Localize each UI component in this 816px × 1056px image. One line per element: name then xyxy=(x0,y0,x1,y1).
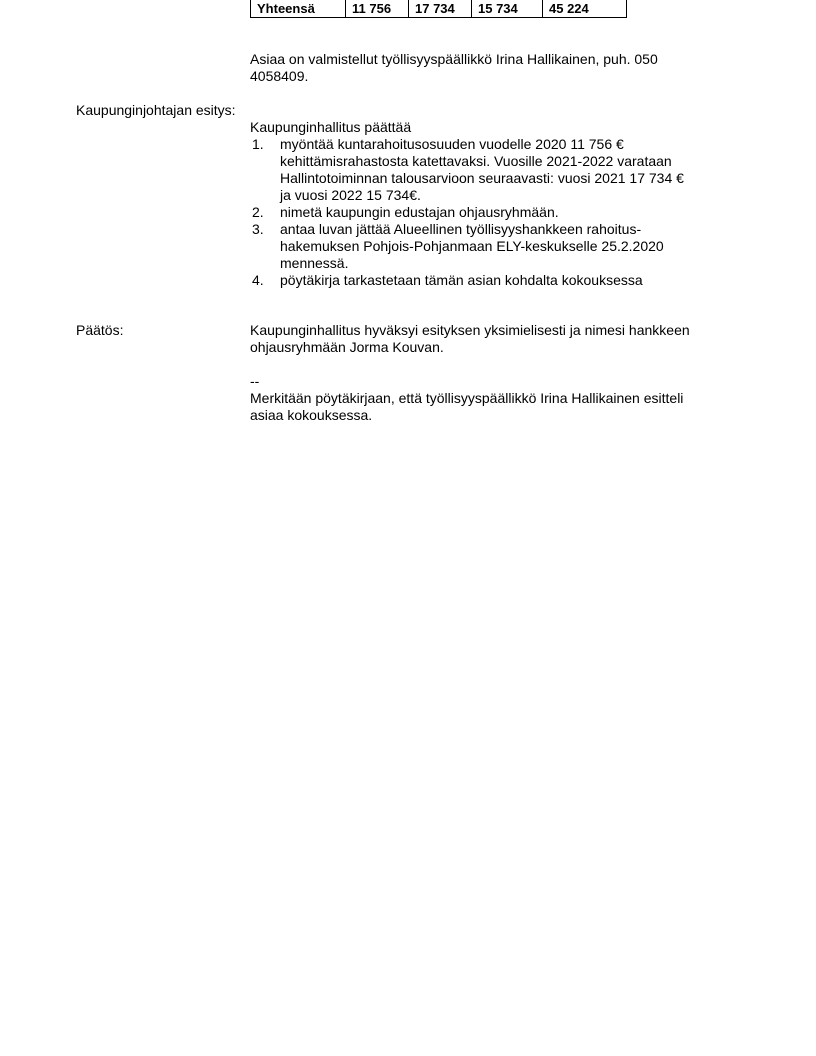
proposal-list xyxy=(250,136,720,289)
proposal-label: Kaupunginjohtajan esitys: xyxy=(76,102,236,118)
list-item-text: antaa luvan jättää Alueellinen työllisyyshankkeen rahoitus-hakemuksen Pohjois-Pohjanmaan ELY-keskukselle 25.2.2020 mennessä. xyxy=(280,221,664,271)
list-item-text: pöytäkirja tarkastetaan tämän asian kohdalta kokouksessa xyxy=(280,272,643,288)
totals-value-cell: 15 734 xyxy=(472,0,543,18)
list-item-number: 1. xyxy=(252,136,264,152)
list-item-text: myöntää kuntarahoitusosuuden vuodelle 2020 11 756 € kehittämisrahastosta katettavaksi. Vuosille 2021-2022 varataan Hallintotoiminnan talousarvioon seuraavasti: vuosi 2021 17 734 € ja vuosi 2022 15 734€. xyxy=(280,136,684,203)
totals-value-cell: 17 734 xyxy=(409,0,472,18)
list-item xyxy=(250,136,690,204)
preparer-note: Asiaa on valmistellut työllisyyspäällikkö Irina Hallikainen, puh. 050 4058409. xyxy=(250,51,658,84)
decision-note: Merkitään pöytäkirjaan, että työllisyyspäällikkö Irina Hallikainen esitteli asiaa kokouksessa. xyxy=(250,390,684,423)
list-item xyxy=(250,204,720,221)
separator: -- xyxy=(250,373,260,389)
list-item xyxy=(250,221,710,272)
decision-section xyxy=(250,322,720,424)
list-item-text: nimetä kaupungin edustajan ohjausryhmään. xyxy=(280,204,559,220)
totals-label-cell: Yhteensä xyxy=(251,0,346,18)
totals-value-cell: 45 224 xyxy=(543,0,627,18)
decision-text: Kaupunginhallitus hyväksyi esityksen yksimielisesti ja nimesi hankkeen ohjausryhmään Jorma Kouvan. xyxy=(250,322,690,355)
table-row xyxy=(251,0,627,18)
totals-value-cell: 11 756 xyxy=(346,0,409,18)
list-item xyxy=(250,272,720,289)
list-item-number: 3. xyxy=(252,221,264,237)
list-item-number: 4. xyxy=(252,272,264,288)
proposal-section xyxy=(250,119,720,289)
proposal-intro: Kaupunginhallitus päättää xyxy=(250,119,412,135)
list-item-number: 2. xyxy=(252,204,264,220)
decision-label: Päätös: xyxy=(76,322,124,338)
totals-table xyxy=(250,0,627,18)
